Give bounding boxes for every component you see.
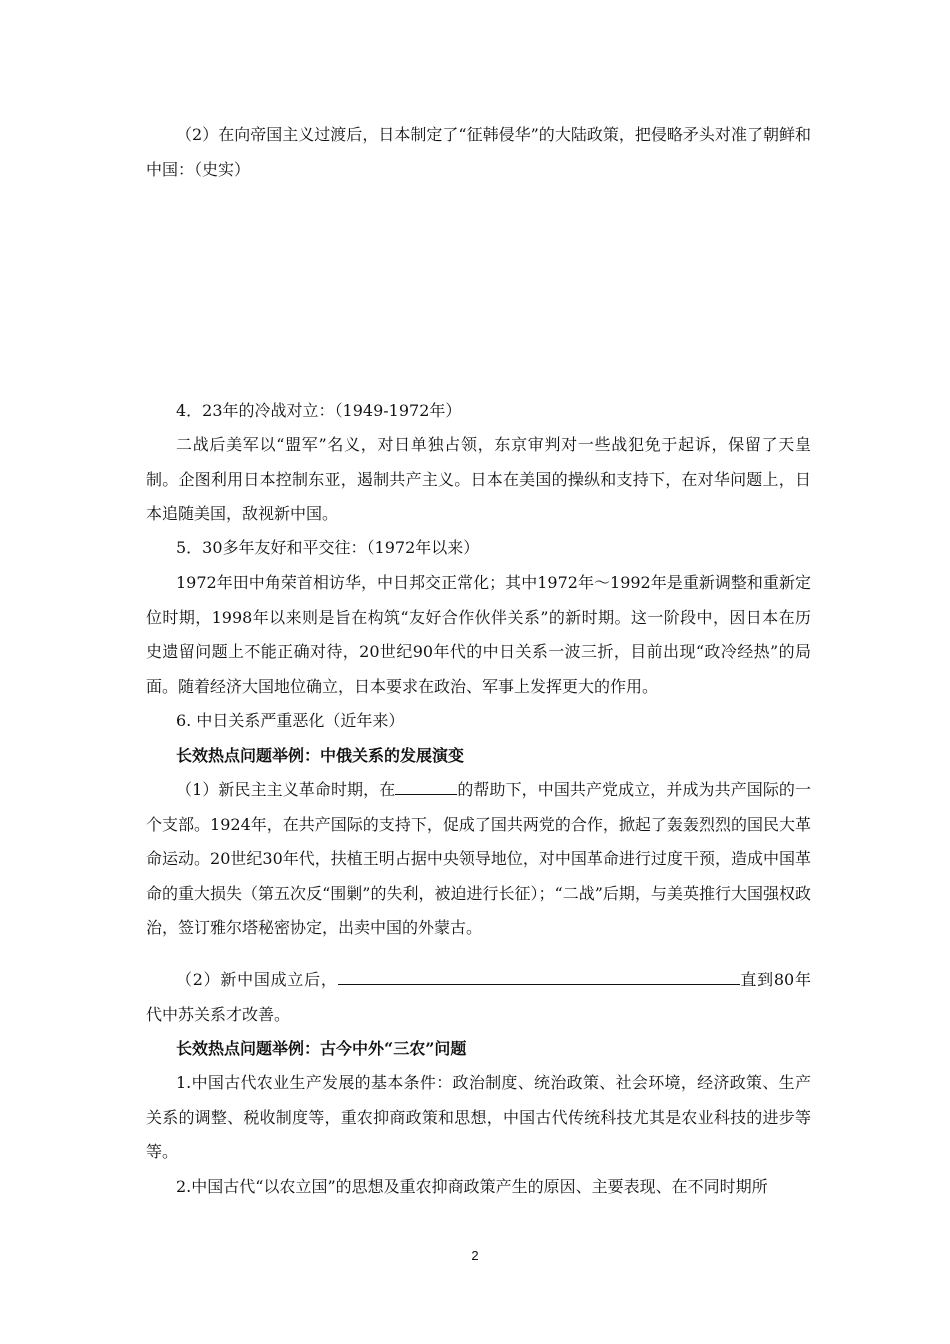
item-1-before-text: （1）新民主主义革命时期，在 <box>176 780 396 799</box>
page-number: 2 <box>471 1248 479 1263</box>
item-2-after-text: 直到80年代中苏关系才改善。 <box>146 970 811 1024</box>
sino-russian-item-1 <box>146 773 811 946</box>
section-6-heading: 6. 中日关系严重恶化（近年来） <box>176 711 405 730</box>
item-1-after-text: 的帮助下，中国共产党成立，并成为共产国际的一个支部。1924年，在共产国际的支持下，促成了国共两党的合作，掀起了轰轰烈烈的国民大革命运动。20世纪30年代，扶植王明占据中央领导地位，对中国革命进行过度干预，造成中国革命的重大损失（第五次反“围剿”的失利，被迫进行长征）；“二战”后期，与美英推行大国强权政治，签订雅尔塔秘密协定，出卖中国的外蒙古。 <box>146 780 811 937</box>
three-rural-title: 长效热点问题举例：古今中外“三农”问题 <box>176 1039 467 1058</box>
sino-russian-title: 长效热点问题举例：中俄关系的发展演变 <box>176 746 465 765</box>
three-rural-item-2: 2.中国古代“以农立国”的思想及重农抑商政策产生的原因、主要表现、在不同时期所 <box>176 1177 768 1196</box>
section-5-heading: 5．30多年友好和平交往：（1972年以来） <box>176 538 480 557</box>
item-2-before-text: （2）新中国成立后， <box>176 970 338 989</box>
section-5-body: 1972年田中角荣首相访华，中日邦交正常化；其中1972年～1992年是重新调整和重新定位时期，1998年以来则是旨在构筑“友好合作伙伴关系”的新时期。这一阶段中，因日本在历史遗留问题上不能正确对待，20世纪90年代的中日关系一波三折，目前出现“政冷经热”的局面。随着经济大国地位确立，日本要求在政治、军事上发挥更大的作用。 <box>146 573 811 696</box>
fill-in-blank-1 <box>395 776 457 795</box>
three-rural-item-1: 1.中国古代农业生产发展的基本条件：政治制度、统治政策、社会环境，经济政策、生产关系的调整、税收制度等，重农抑商政策和思想，中国古代传统科技尤其是农业科技的进步等等。 <box>146 1073 811 1161</box>
section-4-body: 二战后美军以“盟军”名义，对日单独占领，东京审判对一些战犯免于起诉，保留了天皇制。企图利用日本控制东亚，遏制共产主义。日本在美国的操纵和支持下，在对华问题上，日本追随美国，敌视新中国。 <box>146 435 811 523</box>
section-4-heading: 4．23年的冷战对立：（1949-1972年） <box>176 401 462 420</box>
fill-in-blank-2 <box>338 966 740 985</box>
sino-russian-item-2 <box>146 963 811 1032</box>
section-3-2-paragraph: （2）在向帝国主义过渡后，日本制定了“征韩侵华”的大陆政策，把侵略矛头对准了朝鲜和中国：（史实） <box>146 125 811 179</box>
